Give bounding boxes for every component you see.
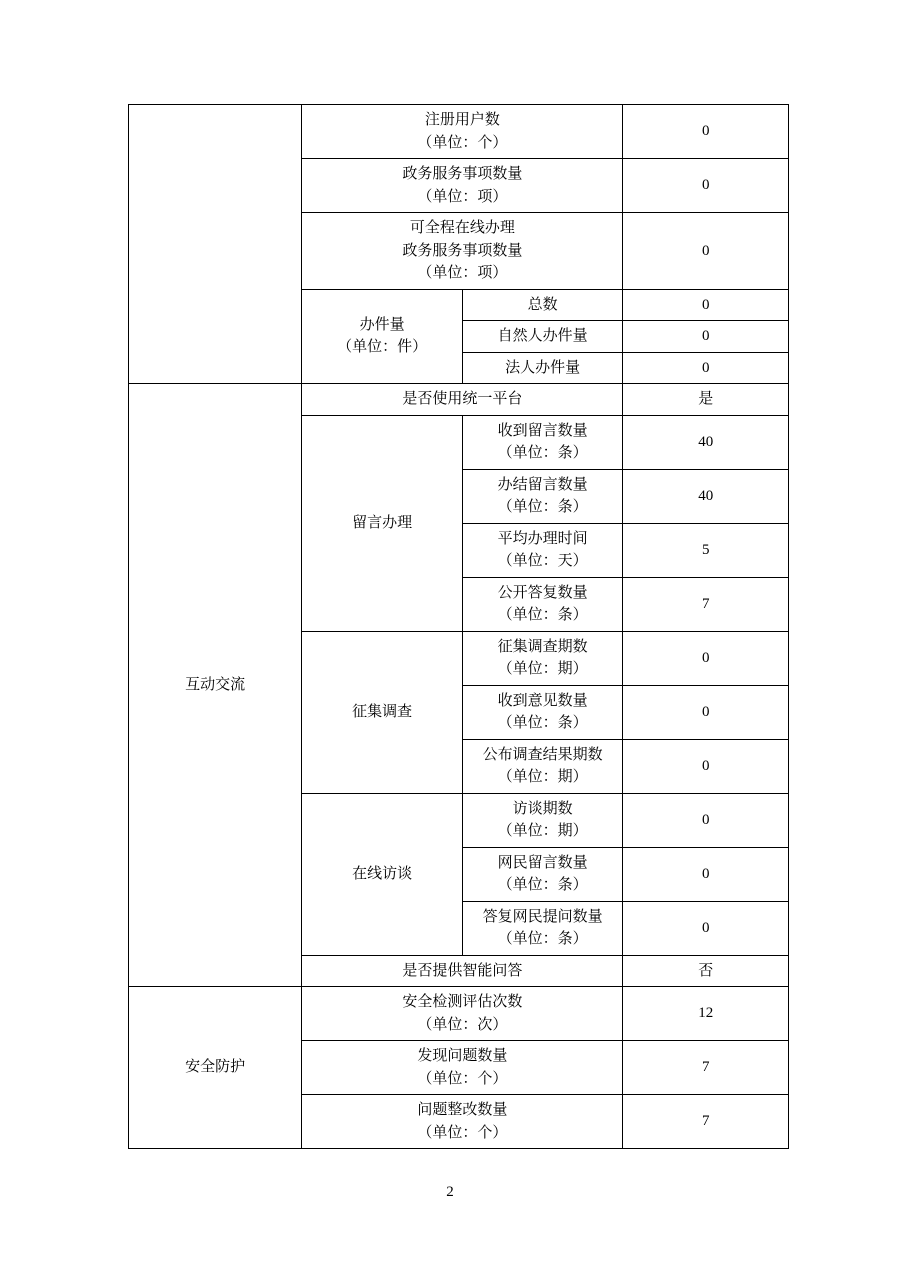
item-cell-full-online-service-items: [302, 213, 623, 290]
value-cell-average-handling-time: 5: [623, 523, 789, 577]
value-cell-total: 0: [623, 289, 789, 321]
sub-label-line2: （单位：天）: [497, 553, 588, 569]
sub-label-line1: 平均办理时间: [497, 530, 588, 547]
item-cell-message-handling: 留言办理: [302, 415, 463, 631]
sub-label-netizen-messages: [462, 847, 623, 901]
value-cell-issues-found: 7: [623, 1041, 789, 1095]
value-cell-registered-users: 0: [623, 105, 789, 159]
value-cell-issues-rectified: 7: [623, 1095, 789, 1149]
value-cell-full-online-service-items: 0: [623, 213, 789, 290]
sub-label-line2: （单位：条）: [497, 607, 588, 623]
item-label-line1: 政务服务事项数量: [402, 166, 523, 182]
item-label-line2: （单位：个）: [417, 1124, 508, 1141]
sub-label-line2: （单位：期）: [497, 823, 588, 839]
sub-label-line1: 网民留言数量: [497, 854, 588, 871]
sub-label-line2: （单位：条）: [497, 877, 588, 893]
sub-label-total: 总数: [462, 289, 623, 321]
value-cell-natural-person: 0: [623, 321, 789, 353]
item-label-line3: （单位：项）: [417, 265, 508, 281]
page-number: 2: [446, 1184, 454, 1200]
item-label-line1: 发现问题数量: [417, 1048, 508, 1064]
item-label-line1: 办件量: [359, 316, 405, 333]
item-cell-survey-collection: 征集调查: [302, 631, 463, 793]
sub-label-line1: 访谈期数: [512, 800, 573, 817]
item-label-line2: （单位：个）: [417, 1070, 508, 1087]
value-cell-service-items-count: 0: [623, 159, 789, 213]
value-cell-messages-received: 40: [623, 415, 789, 469]
category-cell-interaction: 互动交流: [129, 384, 302, 987]
sub-label-line1: 收到留言数量: [497, 422, 588, 439]
value-cell-netizen-messages: 0: [623, 847, 789, 901]
item-cell-issues-found: [302, 1041, 623, 1095]
item-cell-online-interview: 在线访谈: [302, 793, 463, 955]
item-cell-service-items-count: [302, 159, 623, 213]
sub-label-netizen-questions-answered: [462, 901, 623, 955]
sub-label-line1: 公布调查结果期数: [482, 746, 603, 763]
value-cell-survey-periods: 0: [623, 631, 789, 685]
value-cell-published-survey-results: 0: [623, 739, 789, 793]
value-cell-public-replies: 7: [623, 577, 789, 631]
item-label-line2: （单位：个）: [417, 134, 508, 151]
item-label-line2: （单位：项）: [417, 188, 508, 205]
value-cell-smart-qa: 否: [623, 955, 789, 987]
item-cell-unified-platform: 是否使用统一平台: [302, 384, 623, 416]
sub-label-line1: 办结留言数量: [497, 476, 588, 493]
item-cell-handled-volume: [302, 289, 463, 384]
item-cell-smart-qa: 是否提供智能问答: [302, 955, 623, 987]
sub-label-messages-received: [462, 415, 623, 469]
report-table-container: [128, 104, 789, 1149]
government-website-report-table: [128, 104, 789, 1149]
sub-label-line2: （单位：条）: [497, 445, 588, 461]
value-cell-opinions-received: 0: [623, 685, 789, 739]
table-row: [129, 105, 789, 159]
sub-label-line2: （单位：期）: [497, 661, 588, 677]
sub-label-average-handling-time: [462, 523, 623, 577]
category-cell-online-service: [129, 105, 302, 384]
item-label-line1: 安全检测评估次数: [402, 994, 523, 1010]
sub-label-natural-person: 自然人办件量: [462, 321, 623, 353]
value-cell-legal-person: 0: [623, 352, 789, 384]
item-label-line1: 可全程在线办理: [409, 220, 515, 236]
sub-label-published-survey-results: [462, 739, 623, 793]
sub-label-public-replies: [462, 577, 623, 631]
sub-label-line1: 公开答复数量: [497, 584, 588, 601]
sub-label-line2: （单位：条）: [497, 931, 588, 947]
value-cell-unified-platform: 是: [623, 384, 789, 416]
item-label-line1: 问题整改数量: [417, 1102, 508, 1118]
sub-label-interview-periods: [462, 793, 623, 847]
item-label-line2: 政务服务事项数量: [402, 242, 523, 259]
sub-label-line2: （单位：条）: [497, 715, 588, 731]
item-cell-issues-rectified: [302, 1095, 623, 1149]
value-cell-interview-periods: 0: [623, 793, 789, 847]
value-cell-messages-completed: 40: [623, 469, 789, 523]
sub-label-line1: 收到意见数量: [497, 692, 588, 709]
table-row: [129, 987, 789, 1041]
item-cell-registered-users: [302, 105, 623, 159]
item-label-line2: （单位：次）: [417, 1016, 508, 1033]
sub-label-survey-periods: [462, 631, 623, 685]
category-cell-security: 安全防护: [129, 987, 302, 1149]
sub-label-line1: 答复网民提问数量: [482, 908, 603, 925]
item-label-line1: 注册用户数: [424, 112, 500, 128]
table-row: [129, 384, 789, 416]
sub-label-line1: 征集调查期数: [497, 638, 588, 655]
sub-label-legal-person: 法人办件量: [462, 352, 623, 384]
value-cell-netizen-questions-answered: 0: [623, 901, 789, 955]
sub-label-line2: （单位：条）: [497, 499, 588, 515]
sub-label-opinions-received: [462, 685, 623, 739]
sub-label-messages-completed: [462, 469, 623, 523]
item-cell-security-assessments: [302, 987, 623, 1041]
sub-label-line2: （单位：期）: [497, 769, 588, 785]
item-label-line2: （单位：件）: [337, 339, 428, 356]
value-cell-security-assessments: 12: [623, 987, 789, 1041]
